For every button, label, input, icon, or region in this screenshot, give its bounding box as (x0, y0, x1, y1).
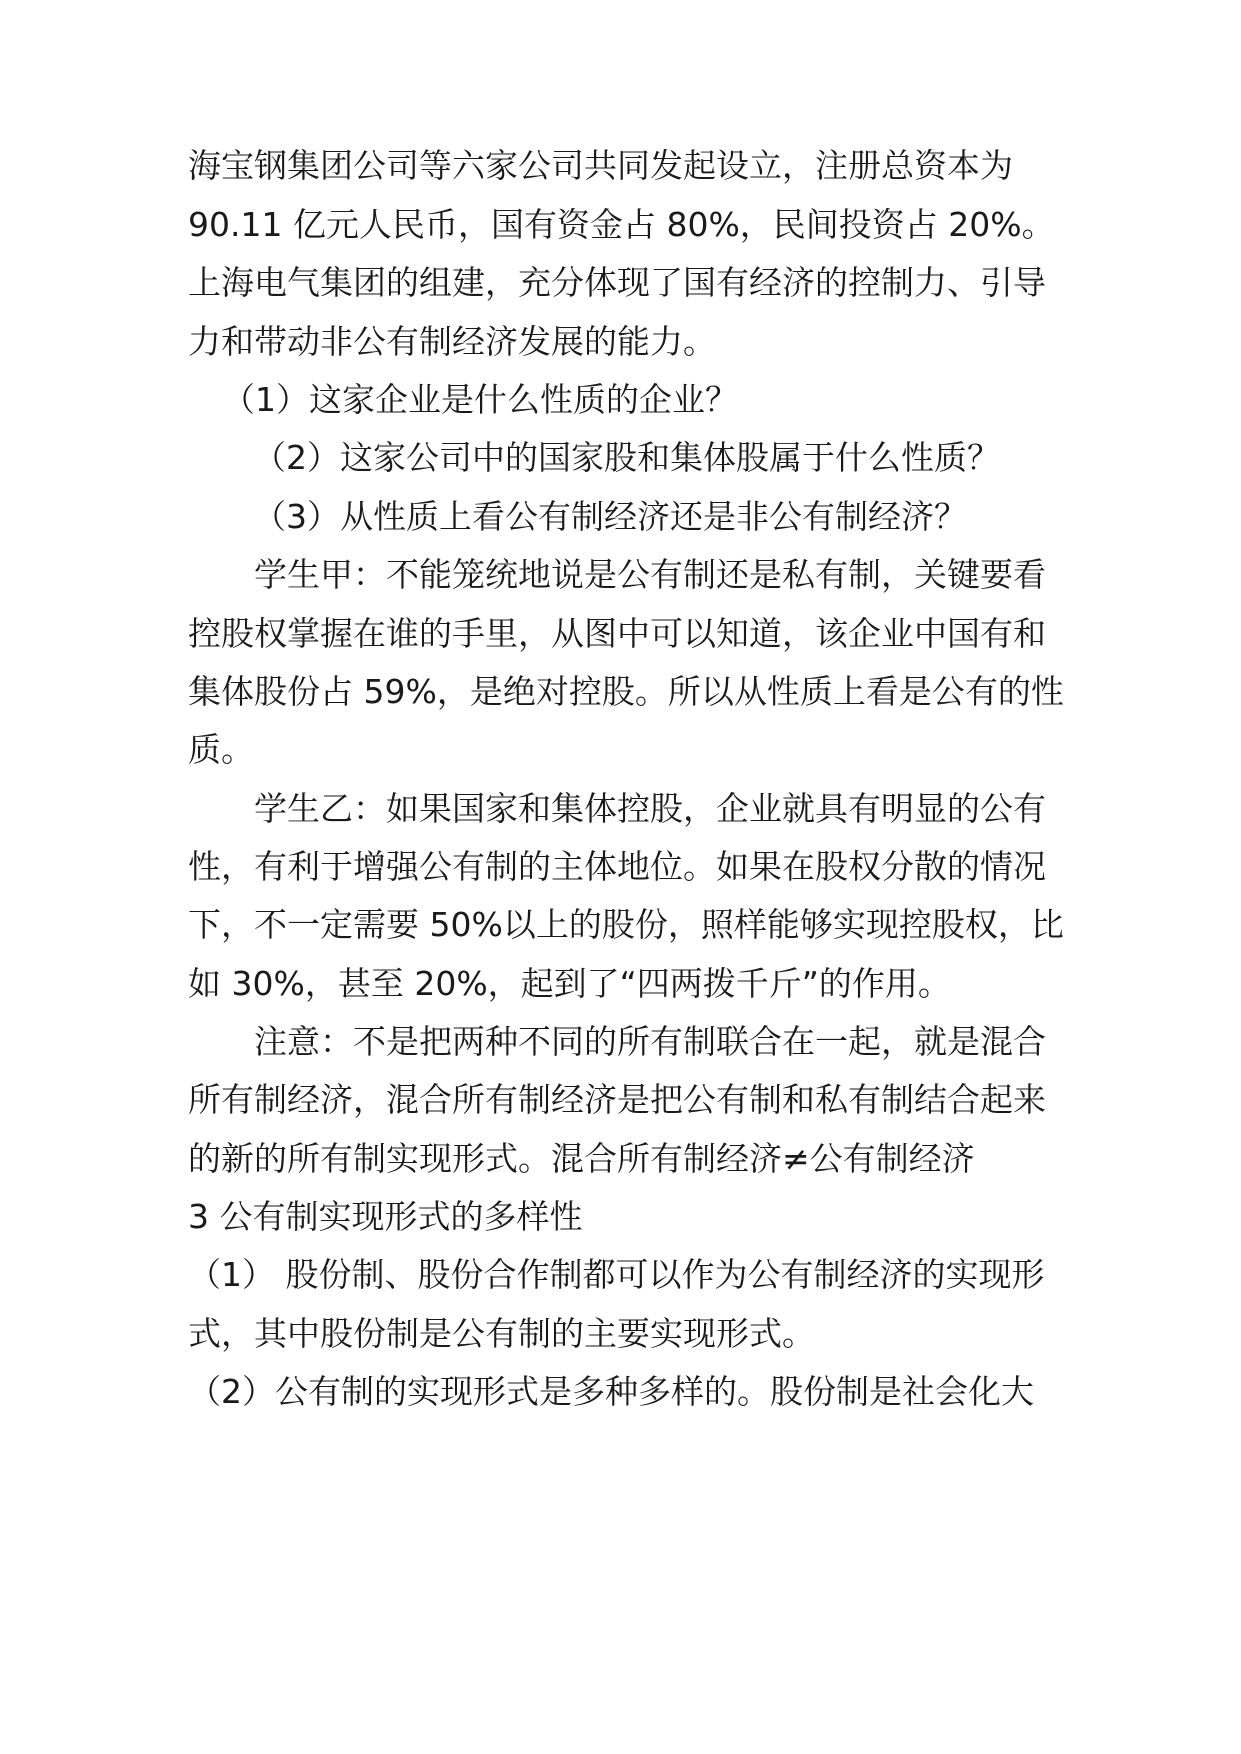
text-line: 所有制经济，混合所有制经济是把公有制和私有制结合起来 (188, 1080, 1046, 1119)
text-line: 质。 (188, 730, 254, 769)
text-line: 集体股份占 59%，是绝对控股。所以从性质上看是公有的性 (188, 672, 1064, 711)
text-line: 如 30%，甚至 20%，起到了“四两拨千斤”的作用。 (188, 964, 951, 1003)
list-item-2: （2）公有制的实现形式是多种多样的。股份制是社会化大 (188, 1372, 1034, 1411)
text-line: 式，其中股份制是公有制的主要实现形式。 (188, 1314, 815, 1353)
text-line: 90.11 亿元人民币，国有资金占 80%，民间投资占 20%。 (188, 205, 1055, 244)
text-line: 上海电气集团的组建，充分体现了国有经济的控制力、引导 (188, 263, 1046, 302)
text-line: 控股权掌握在谁的手里，从图中可以知道，该企业中国有和 (188, 614, 1046, 653)
student-a-paragraph: 学生甲：不能笼统地说是公有制还是私有制，关键要看 (254, 555, 1046, 594)
text-line: 下，不一定需要 50%以上的股份，照样能够实现控股权，比 (188, 905, 1064, 944)
question-1: （1）这家企业是什么性质的企业？ (222, 380, 738, 419)
question-2: （2）这家公司中的国家股和集体股属于什么性质？ (253, 438, 1000, 477)
section-heading: 3 公有制实现形式的多样性 (188, 1197, 583, 1236)
question-3: （3）从性质上看公有制经济还是非公有制经济？ (253, 497, 967, 536)
text-line: 的新的所有制实现形式。混合所有制经济≠公有制经济 (188, 1139, 975, 1178)
text-line: 力和带动非公有制经济发展的能力。 (188, 322, 716, 361)
list-item-1: （1） 股份制、股份合作制都可以作为公有制经济的实现形 (188, 1255, 1045, 1294)
text-line: 海宝钢集团公司等六家公司共同发起设立，注册总资本为 (188, 146, 1013, 185)
student-b-paragraph: 学生乙：如果国家和集体控股，企业就具有明显的公有 (254, 789, 1046, 828)
note-paragraph: 注意：不是把两种不同的所有制联合在一起，就是混合 (254, 1022, 1046, 1061)
text-line: 性，有利于增强公有制的主体地位。如果在股权分散的情况 (188, 847, 1046, 886)
